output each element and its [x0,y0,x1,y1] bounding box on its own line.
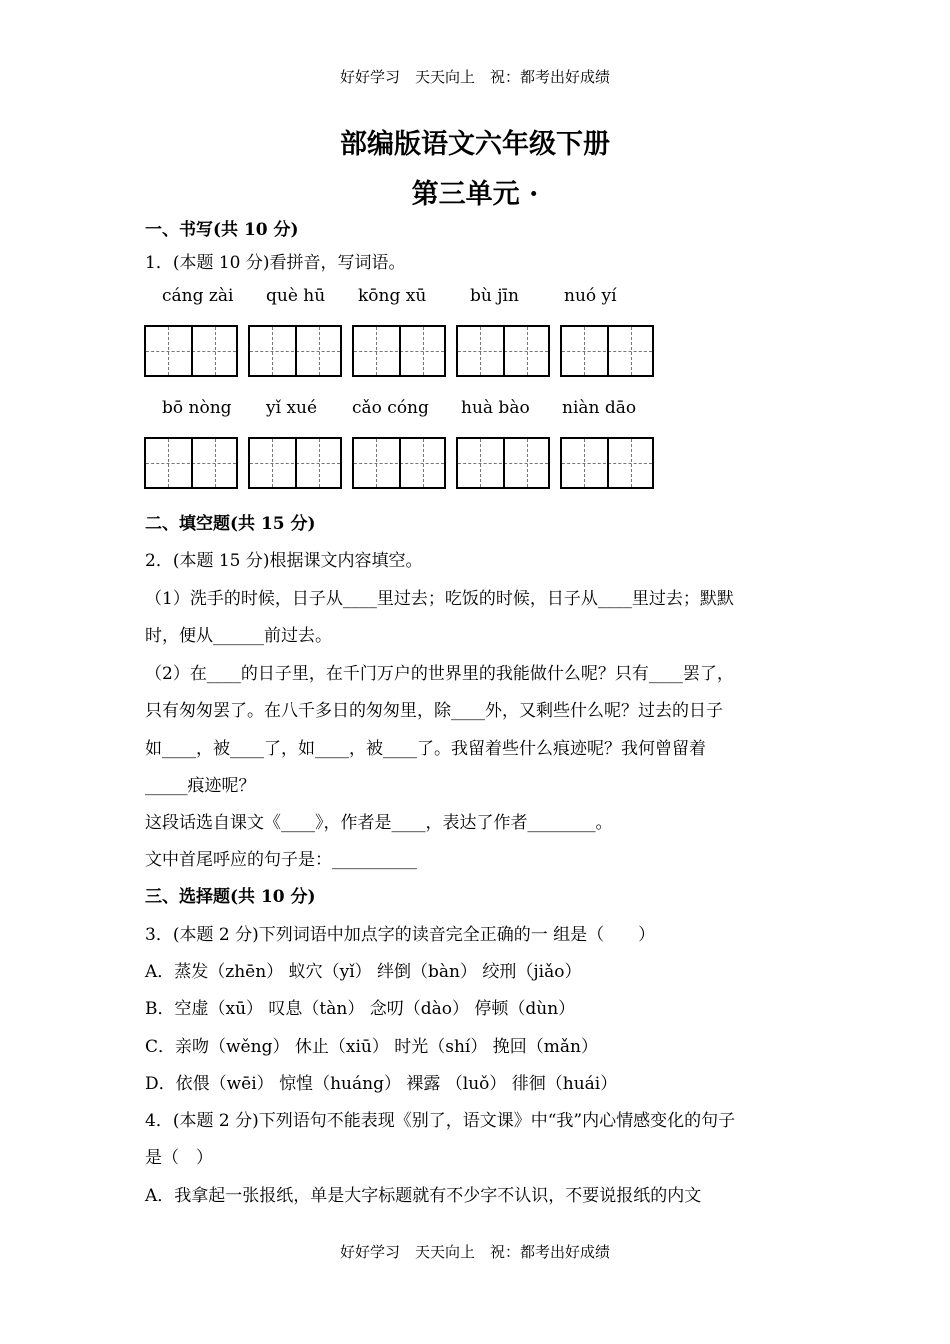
pinyin-label: niàn dāo [562,398,637,418]
question-line: 文中首尾呼应的句子是：__________ [145,850,417,870]
pinyin-label: cáng zài [162,286,234,306]
choice-option: A．蒸发（zhēn） 蚁穴（yǐ） 绊倒（bàn） 绞刑（jiǎo） [145,962,582,982]
question-line: 如____，被____了，如____，被____了。我留着些什么痕迹呢？我何曾留着 [145,739,706,759]
page-header: 好好学习 天天向上 祝：都考出好成绩 [339,68,610,86]
question-line: （2）在____的日子里，在千门万户的世界里的我能做什么呢？只有____罢了， [145,664,734,684]
pinyin-label: bù jīn [470,286,519,306]
choice-option: B．空虚（xū） 叹息（tàn） 念叨（dào） 停顿（dùn） [145,999,576,1019]
choice-option: C．亲吻（wěng） 休止（xiū） 时光（shí） 挽回（mǎn） [145,1037,598,1057]
choice-option: D．依偎（wēi） 惊惶（huáng） 裸露 （luǒ） 徘徊（huái） [145,1074,618,1094]
writing-grid[interactable] [560,325,654,377]
question-1-prompt: 1．(本题 10 分)看拼音，写词语。 [145,253,406,273]
question-line: 时，便从______前过去。 [145,626,332,646]
writing-grid[interactable] [352,437,446,489]
question-line: _____痕迹呢？ [145,776,256,796]
pinyin-label: bō nòng [162,398,232,418]
writing-grid[interactable] [456,325,550,377]
section-heading-choice: 三、选择题(共 10 分) [145,887,316,907]
question-line: 这段话选自课文《____》，作者是____，表达了作者________。 [145,813,613,833]
section-heading-writing: 一、书写(共 10 分) [145,220,299,240]
question-line: 2．(本题 15 分)根据课文内容填空。 [145,551,423,571]
writing-grid[interactable] [248,437,342,489]
writing-grid[interactable] [144,437,238,489]
choice-option: A．我拿起一张报纸，单是大字标题就有不少字不认识，不要说报纸的内文 [145,1186,702,1206]
section-heading-fill-blank: 二、填空题(共 15 分) [145,514,316,534]
writing-grid[interactable] [352,325,446,377]
question-line: 4．(本题 2 分)下列语句不能表现《别了，语文课》中“我”内心情感变化的句子 [145,1111,736,1131]
page-footer: 好好学习 天天向上 祝：都考出好成绩 [339,1243,610,1261]
pinyin-label: kōng xū [358,286,427,306]
pinyin-label: huà bào [461,398,530,418]
pinyin-label: cǎo cóng [352,398,429,418]
pinyin-label: què hū [266,286,326,306]
writing-grid[interactable] [248,325,342,377]
writing-grid[interactable] [560,437,654,489]
question-line: （1）洗手的时候，日子从____里过去；吃饭的时候，日子从____里过去；默默 [145,589,734,609]
question-line: 只有匆匆罢了。在八千多日的匆匆里，除____外，又剩些什么呢？过去的日子 [145,701,723,721]
question-line: 是（ ） [145,1148,213,1168]
writing-grid[interactable] [456,437,550,489]
question-line: 3．(本题 2 分)下列词语中加点字的读音完全正确的一 组是（ ） [145,925,656,945]
pinyin-label: yǐ xué [266,398,318,418]
page-title: 部编版语文六年级下册 [340,129,610,160]
page-subtitle: 第三单元 · [411,179,539,210]
writing-grid[interactable] [144,325,238,377]
pinyin-label: nuó yí [564,286,617,306]
